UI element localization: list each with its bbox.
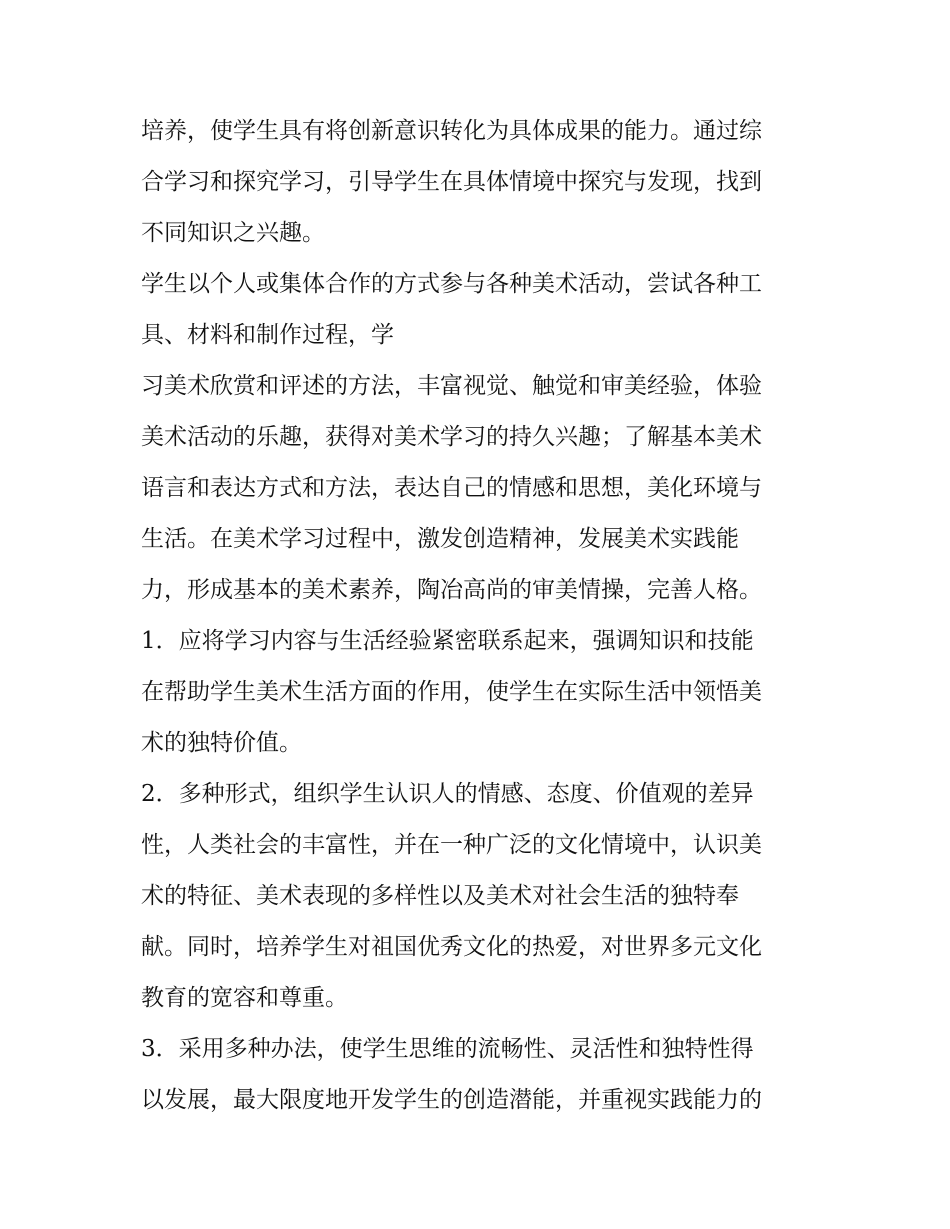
- text-line: 2．多种形式，组织学生认识人的情感、态度、价值观的差异: [141, 781, 754, 807]
- text-line: 术的特征、美术表现的多样性以及美术对社会生活的独特奉: [141, 883, 739, 909]
- text-line: 美术活动的乐趣，获得对美术学习的持久兴趣；了解基本美术: [141, 424, 762, 450]
- text-line: 合学习和探究学习，引导学生在具体情境中探究与发现，找到: [141, 169, 762, 195]
- text-line: 性，人类社会的丰富性，并在一种广泛的文化情境中，认识美: [141, 832, 762, 858]
- text-line: 不同知识之兴趣。: [141, 220, 325, 246]
- text-line: 献。同时，培养学生对祖国优秀文化的热爱，对世界多元文化: [141, 934, 762, 960]
- text-line: 学生以个人或集体合作的方式参与各种美术活动，尝试各种工: [141, 271, 762, 297]
- text-line: 以发展，最大限度地开发学生的创造潜能，并重视实践能力的: [141, 1087, 762, 1113]
- body-text: [141, 106, 821, 1126]
- text-line: 具、材料和制作过程，学: [141, 322, 394, 348]
- text-line: 培养，使学生具有将创新意识转化为具体成果的能力。通过综: [141, 118, 762, 144]
- text-line: 力，形成基本的美术素养，陶冶高尚的审美情操，完善人格。: [141, 577, 762, 603]
- text-line: 语言和表达方式和方法，表达自己的情感和思想，美化环境与: [141, 475, 762, 501]
- text-line: 1．应将学习内容与生活经验紧密联系起来，强调知识和技能: [141, 628, 754, 654]
- text-line: 在帮助学生美术生活方面的作用，使学生在实际生活中领悟美: [141, 679, 762, 705]
- text-line: 生活。在美术学习过程中，激发创造精神，发展美术实践能: [141, 526, 739, 552]
- text-line: 术的独特价值。: [141, 730, 302, 756]
- text-line: 3．采用多种办法，使学生思维的流畅性、灵活性和独特性得: [141, 1036, 754, 1062]
- text-line: 教育的宽容和尊重。: [141, 985, 348, 1011]
- text-line: 习美术欣赏和评述的方法，丰富视觉、触觉和审美经验，体验: [141, 373, 762, 399]
